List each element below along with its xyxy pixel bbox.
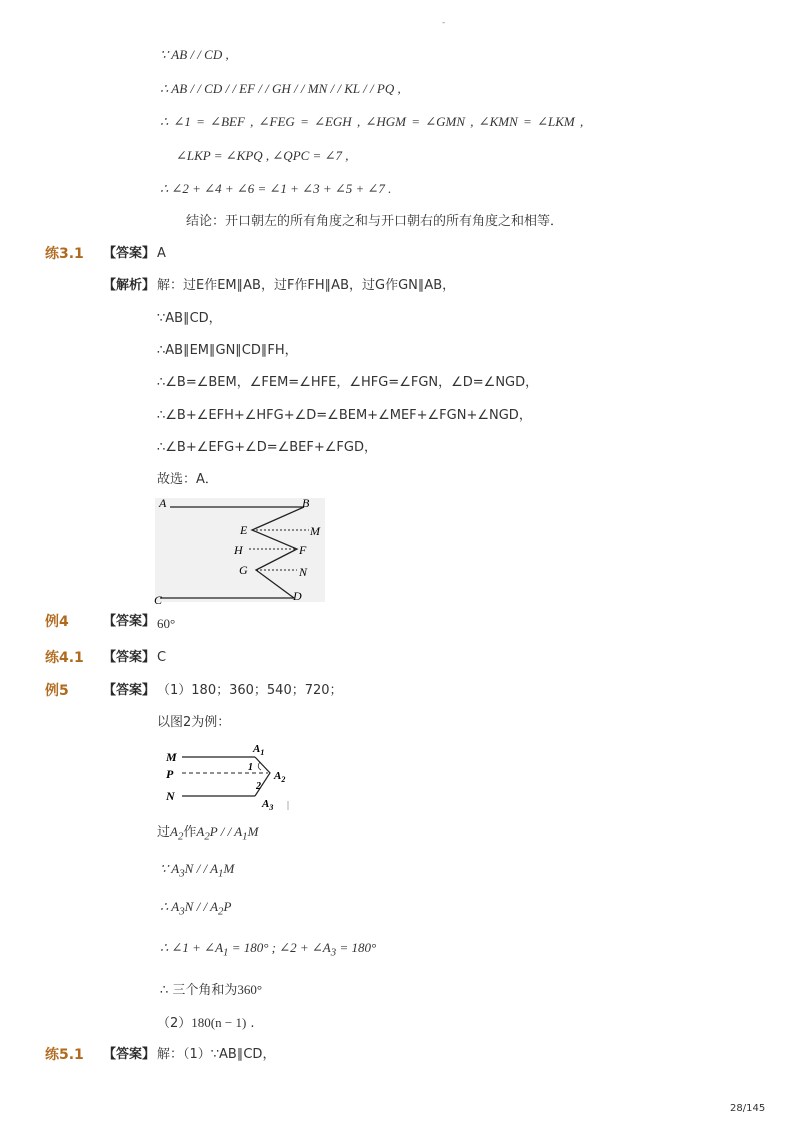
conclusion-text: 结论：开口朝左的所有角度之和与开口朝右的所有角度之和相等． xyxy=(186,214,564,229)
li4-answer: 60° xyxy=(157,616,176,631)
li5-part2 xyxy=(157,1014,255,1033)
lian31-line-3: ∴AB∥EM∥GN∥CD∥FH， xyxy=(157,343,298,358)
page-number: 28/145 xyxy=(730,1103,766,1114)
fig2-angle-2: 2 xyxy=(256,781,261,792)
fig1-label-E: E xyxy=(240,523,248,537)
fig1-label-F: F xyxy=(299,543,307,557)
li5-step1-prefix: 过 xyxy=(157,825,171,840)
li4-tag: 例4 xyxy=(45,614,69,630)
proof-line-4: ∠LKP = ∠KPQ , ∠QPC = ∠7 , xyxy=(176,148,349,163)
fig2-A1-letter: A xyxy=(253,743,261,755)
li5-step2-a: ∵ A xyxy=(160,861,180,876)
fig2-label-A3 xyxy=(261,798,273,812)
li5-step3-b: N / / A xyxy=(184,899,219,914)
lian51-line: 解：（1）∵AB∥CD， xyxy=(157,1047,276,1062)
lian31-line-6: ∴∠B+∠EFG+∠D=∠BEF+∠FGD， xyxy=(157,440,377,455)
lian31-line-4: ∴∠B=∠BEM，∠FEM=∠HFE，∠HFG=∠FGN，∠D=∠NGD， xyxy=(157,375,539,390)
li5-step4-sub2: 3 xyxy=(330,946,337,959)
li5-part2-a: （2） xyxy=(157,1016,192,1031)
li5-step2-sub2: 1 xyxy=(218,867,224,880)
li5-answer-label: 【答案】 xyxy=(103,683,156,698)
li5-step1-sub1: 2 xyxy=(177,830,184,843)
fig2-angle-1: 1 xyxy=(248,762,253,773)
fig1-label-C: C xyxy=(154,593,163,606)
lian41-tag: 练4.1 xyxy=(45,650,84,666)
li5-step4-c: = 180° xyxy=(336,940,377,955)
zigzag-figure xyxy=(152,494,327,606)
fig2-label-M: M xyxy=(166,750,177,764)
fig2-A3-letter: A xyxy=(262,798,270,810)
lian31-line-7: 故选：A． xyxy=(157,472,218,487)
li5-step-2 xyxy=(160,860,234,883)
proof-line-3: ∴ ∠1 = ∠BEF , ∠FEG = ∠EGH , ∠HGM = ∠GMN , ∠KMN = ∠LKM , xyxy=(160,114,584,129)
lian41-answer-label: 【答案】 xyxy=(103,650,156,665)
li5-step4-sub1: 1 xyxy=(223,946,229,959)
li5-step1-c: P / / A xyxy=(209,824,243,839)
lian31-answer-label: 【答案】 xyxy=(103,246,156,261)
fig1-label-N: N xyxy=(299,565,308,579)
fig1-label-M: M xyxy=(310,524,320,538)
lian31-line-1: 解：过E作EM∥AB，过F作FH∥AB，过G作GN∥AB， xyxy=(157,278,456,293)
li5-step2-b: N / / A xyxy=(184,861,219,876)
fig2-A3-sub: 3 xyxy=(269,803,274,812)
li5-step-3 xyxy=(160,898,231,921)
li5-step-5 xyxy=(160,981,262,1000)
li5-step4-b: = 180° ; ∠2 + ∠A xyxy=(228,940,331,955)
li5-tag: 例5 xyxy=(45,683,69,699)
li5-step1-mid: 作 xyxy=(183,825,197,840)
li5-step1-b: A xyxy=(196,824,205,839)
li5-step4-a: ∴ ∠1 + ∠A xyxy=(160,940,224,955)
li5-step2-sub1: 3 xyxy=(179,867,185,880)
fig1-label-H: H xyxy=(234,543,243,557)
li5-step3-a: ∴ A xyxy=(160,899,180,914)
li5-step3-c: P xyxy=(223,899,232,914)
li5-step2-c: M xyxy=(223,861,235,876)
li5-step5-b: 360° xyxy=(237,982,263,997)
fig1-label-D: D xyxy=(293,589,302,603)
lian51-tag: 练5.1 xyxy=(45,1047,84,1063)
li5-step3-sub2: 2 xyxy=(218,905,224,918)
lian31-analysis-label: 【解析】 xyxy=(103,278,156,293)
polygon-figure xyxy=(160,740,295,815)
lian31-answer: A xyxy=(157,246,166,261)
li5-step5-a: ∴ 三个角和为 xyxy=(160,983,238,998)
li5-step1-a: A xyxy=(170,824,178,839)
li5-step1-sub2: 2 xyxy=(204,830,210,843)
li5-step1-d: M xyxy=(247,824,259,839)
lian41-answer: C xyxy=(157,650,167,665)
lian51-answer-label: 【答案】 xyxy=(103,1047,156,1062)
fig1-label-G: G xyxy=(239,563,248,577)
li4-answer-label: 【答案】 xyxy=(103,614,156,629)
fig1-label-A: A xyxy=(159,496,167,510)
li5-example-intro: 以图2为例： xyxy=(157,715,231,730)
fig2-label-N: N xyxy=(166,789,175,803)
fig1-label-B: B xyxy=(302,496,310,510)
header-mark: - xyxy=(442,18,446,28)
fig2-label-P: P xyxy=(166,767,174,781)
fig2-A1-sub: 1 xyxy=(260,748,265,757)
li5-step1-sub3: 1 xyxy=(242,830,248,843)
fig2-A2-sub: 2 xyxy=(281,775,286,784)
li5-step3-sub1: 3 xyxy=(179,905,185,918)
fig2-label-A1 xyxy=(252,743,264,757)
fig2-A2-letter: A xyxy=(274,770,282,782)
li5-part2-b: 180(n − 1) xyxy=(191,1015,247,1030)
proof-line-2: ∴ AB / / CD / / EF / / GH / / MN / / KL / / PQ , xyxy=(160,81,401,96)
lian31-line-5: ∴∠B+∠EFH+∠HFG+∠D=∠BEM+∠MEF+∠FGN+∠NGD， xyxy=(157,408,532,423)
proof-line-1: ∵ AB / / CD , xyxy=(160,47,229,62)
li5-step-4 xyxy=(160,939,376,962)
lian31-line-2: ∵AB∥CD， xyxy=(157,311,222,326)
li5-part1: （1）180；360；540；720； xyxy=(157,683,343,698)
proof-line-5: ∴ ∠2 + ∠4 + ∠6 = ∠1 + ∠3 + ∠5 + ∠7 . xyxy=(160,181,392,196)
fig2-label-A2 xyxy=(273,770,285,784)
li5-step-1 xyxy=(157,823,258,846)
lian31-tag: 练3.1 xyxy=(45,246,84,262)
li5-part2-c: . xyxy=(246,1016,255,1031)
